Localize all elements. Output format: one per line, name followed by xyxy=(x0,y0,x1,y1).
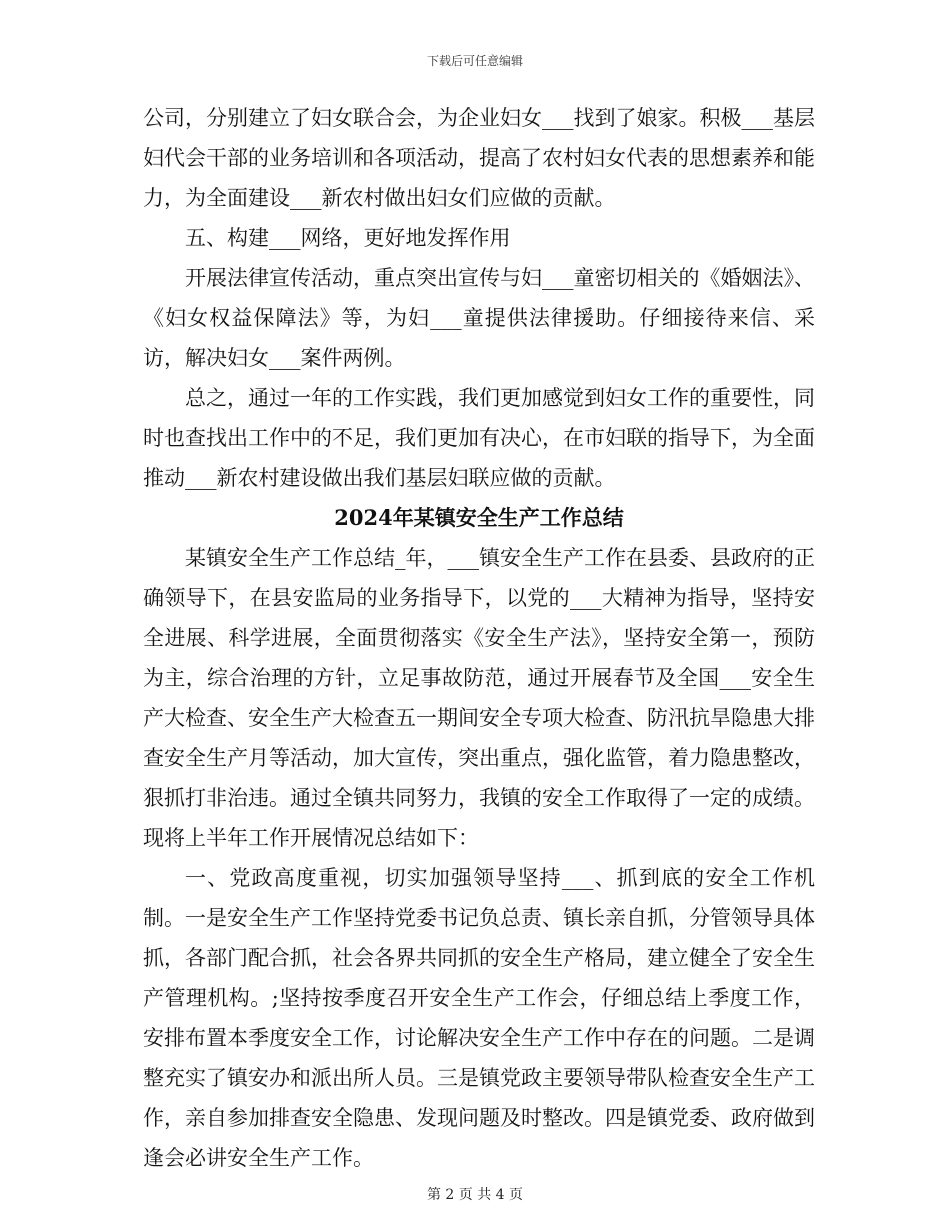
paragraph-safety-intro: 某镇安全生产工作总结_年，___镇安全生产工作在县委、县政府的正确领导下，在县安监局的业务指导下，以党的___大精神为指导，坚持安全进展、科学进展，全面贯彻落实《安全生产法》，坚持安全第一，预防为主，综合治理的方针，立足事故防范，通过开展春节及全国___安全生产大检查、安全生产大检查五一期间安全专项大检查、防汛抗旱隐患大排查安全生产月等活动，加大宣传，突出重点，强化监管，着力隐患整改，狠抓打非治违。通过全镇共同努力，我镇的安全工作取得了一定的成绩。现将上半年工作开展情况总结如下： xyxy=(143,546,815,850)
section-heading-network: 五、构建___网络，更好地发挥作用 xyxy=(185,226,511,250)
paragraph-legal-publicity: 开展法律宣传活动，重点突出宣传与妇___童密切相关的《婚姻法》、《妇女权益保障法》等，为妇___童提供法律援助。仔细接待来信、采访，解决妇女___案件两例。 xyxy=(143,266,815,370)
page-footer: 第 2 页 共 4 页 xyxy=(426,1187,524,1203)
page-header: 下载后可任意编辑 xyxy=(426,54,523,68)
document-body xyxy=(143,98,815,1178)
paragraph-women-federation-continued: 公司，分别建立了妇女联合会，为企业妇女___找到了娘家。积极___基层妇代会干部的业务培训和各项活动，提高了农村妇女代表的思想素养和能力，为全面建设___新农村做出妇女们应做的贡献。 xyxy=(143,106,815,210)
paragraph-conclusion: 总之，通过一年的工作实践，我们更加感觉到妇女工作的重要性，同时也查找出工作中的不足，我们更加有决心，在市妇联的指导下，为全面推动___新农村建设做出我们基层妇联应做的贡献。 xyxy=(143,386,815,490)
document-title: 2024年某镇安全生产工作总结 xyxy=(334,505,624,530)
paragraph-safety-leadership: 一、党政高度重视，切实加强领导坚持___、抓到底的安全工作机制。一是安全生产工作坚持党委书记负总责、镇长亲自抓，分管领导具体抓，各部门配合抓，社会各界共同抓的安全生产格局，建立健全了安全生产管理机构。;坚持按季度召开安全生产工作会，仔细总结上季度工作，安排布置本季度安全工作，讨论解决安全生产工作中存在的问题。二是调整充实了镇安办和派出所人员。三是镇党政主要领导带队检查安全生产工作，亲自参加排查安全隐患、发现问题及时整改。四是镇党委、政府做到逢会必讲安全生产工作。 xyxy=(143,866,815,1170)
